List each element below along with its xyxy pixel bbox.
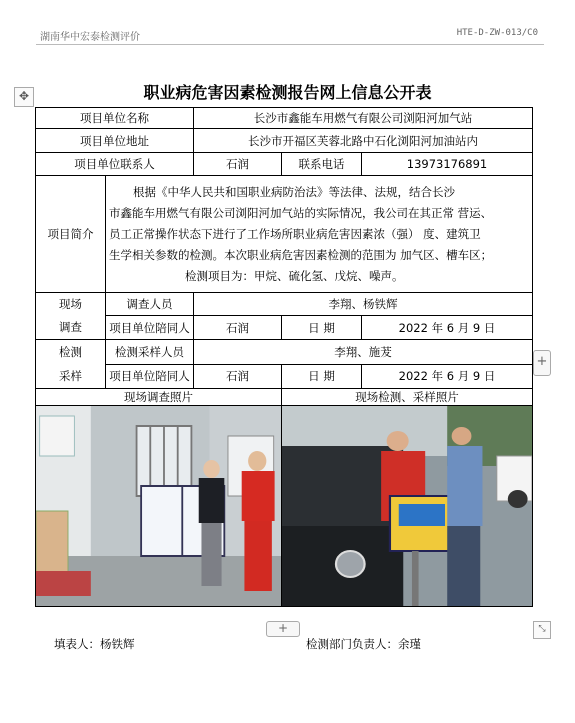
department-head: 检测部门负责人：余瑾 — [306, 637, 421, 651]
sampling-photo[interactable] — [282, 406, 532, 606]
header-divider — [36, 44, 544, 45]
page-header — [36, 26, 544, 42]
intro-label: 项目简介 — [36, 176, 106, 293]
page-title: 职业病危害因素检测报告网上信息公开表 — [143, 83, 432, 102]
sampling-photo-image — [282, 406, 532, 606]
phone-label: 联系电话 — [282, 153, 362, 176]
survey-date-value[interactable]: 2022 年 6 月 9 日 — [362, 316, 533, 340]
sampling-date-value[interactable]: 2022 年 6 月 9 日 — [362, 364, 533, 389]
sampling-date-label: 日 期 — [282, 364, 362, 389]
table-move-handle-icon[interactable]: ✥ — [14, 87, 34, 107]
survey-escort-value[interactable]: 石润 — [194, 316, 282, 340]
survey-photo-image — [36, 406, 281, 606]
sampling-staff-label: 检测采样人员 — [106, 340, 194, 365]
intro-line: 生学相关参数的检测。本次职业病危害因素检测的范围为 加气区、槽车区； — [109, 247, 493, 262]
add-column-button[interactable]: + — [533, 350, 551, 376]
intro-line: 根据《中华人民共和国职业病防治法》等法律、法规，结合长沙 — [133, 184, 455, 199]
survey-photo[interactable] — [36, 406, 281, 606]
unit-address-label: 项目单位地址 — [36, 129, 194, 153]
sampling-photo-label: 现场检测、采样照片 — [282, 389, 533, 406]
survey-photo-cell — [36, 406, 282, 607]
info-table — [35, 107, 533, 607]
intro-line: 检测项目为：甲烷、硫化氢、戊烷、噪声。 — [185, 268, 404, 283]
intro-text[interactable] — [106, 176, 533, 293]
unit-address-value[interactable]: 长沙市开福区芙蓉北路中石化浏阳河加油站内 — [194, 129, 533, 153]
phone-value[interactable]: 13973176891 — [362, 153, 533, 176]
sampling-staff-value[interactable]: 李翔、施茇 — [194, 340, 533, 365]
survey-section-label: 现场 调查 — [36, 293, 106, 340]
form-filler: 填表人：杨铁辉 — [54, 637, 135, 651]
sampling-section-label: 检测 采样 — [36, 340, 106, 389]
header-org: 湖南华中宏泰检测评价 — [40, 32, 140, 43]
intro-line: 市鑫能车用燃气有限公司浏阳河加气站的实际情况，我公司在其正常 营运、 — [109, 205, 493, 220]
survey-staff-label: 调查人员 — [106, 293, 194, 316]
intro-line: 员工正常操作状态下进行了工作场所职业病危害因素浓（强） 度、建筑卫 — [109, 226, 481, 241]
add-row-button[interactable]: + — [266, 621, 300, 637]
unit-name-value[interactable]: 长沙市鑫能车用燃气有限公司浏阳河加气站 — [194, 108, 533, 129]
unit-name-label: 项目单位名称 — [36, 108, 194, 129]
sampling-escort-label: 项目单位陪同人 — [106, 364, 194, 389]
survey-photo-label: 现场调查照片 — [36, 389, 282, 406]
sampling-photo-cell — [282, 406, 533, 607]
contact-value[interactable]: 石润 — [194, 153, 282, 176]
table-resize-icon[interactable]: ⤡ — [533, 621, 551, 639]
contact-label: 项目单位联系人 — [36, 153, 194, 176]
survey-date-label: 日 期 — [282, 316, 362, 340]
survey-escort-label: 项目单位陪同人 — [106, 316, 194, 340]
header-code: HTE-D-ZW-013/C0 — [456, 28, 538, 38]
sampling-escort-value[interactable]: 石润 — [194, 364, 282, 389]
survey-staff-value[interactable]: 李翔、杨铁辉 — [194, 293, 533, 316]
